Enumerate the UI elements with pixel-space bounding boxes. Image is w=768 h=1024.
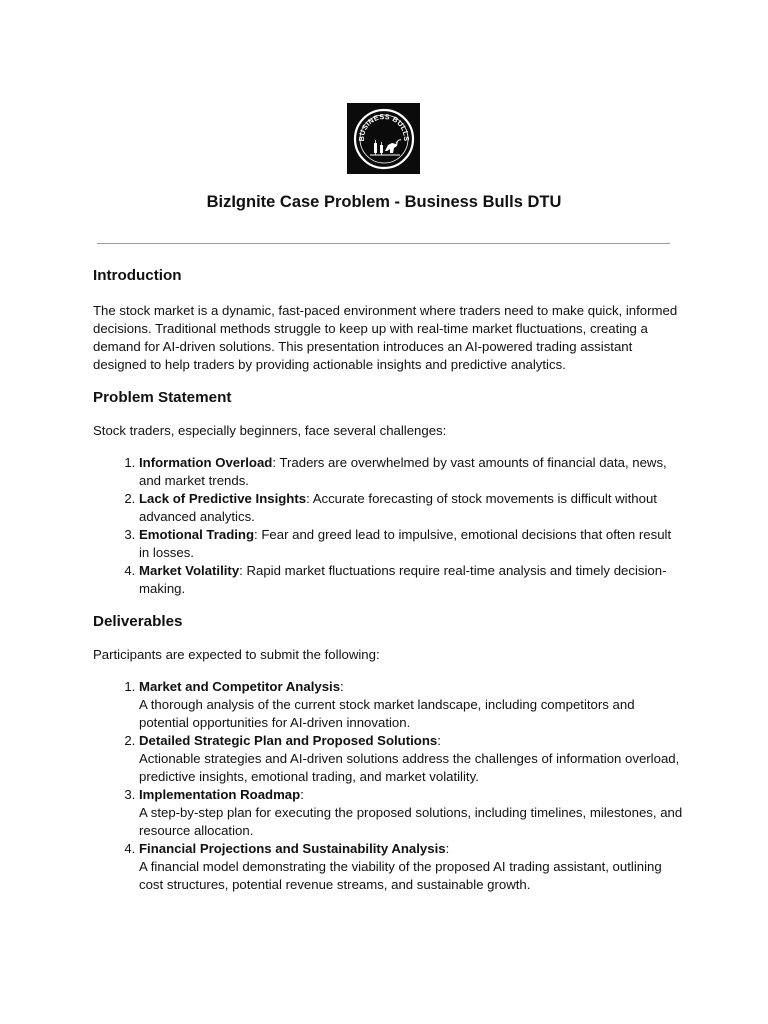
business-bulls-logo <box>347 103 420 174</box>
list-item-term: Financial Projections and Sustainability Analysis <box>139 841 446 856</box>
list-item <box>139 562 683 598</box>
list-item-text: : Rapid market fluctuations require real-time analysis and timely decision-making. <box>139 563 667 596</box>
list-item-colon: : <box>300 787 304 802</box>
list-item-colon: : <box>445 841 450 856</box>
document-title: BizIgnite Case Problem - Business Bulls DTU <box>206 193 562 211</box>
list-item <box>139 840 683 894</box>
list-item-term: Implementation Roadmap <box>139 787 301 802</box>
list-item-colon: : <box>340 679 344 694</box>
list-item-text: : Traders are overwhelmed by vast amounts of financial data, news, and market trends. <box>139 455 667 488</box>
list-item-text: A financial model demonstrating the viability of the proposed AI trading assistant, outlining cost structures, potential revenue streams, and sustainable growth. <box>139 859 662 892</box>
problem-intro: Stock traders, especially beginners, face several challenges: <box>93 423 447 438</box>
list-item <box>139 454 683 490</box>
deliverables-heading: Deliverables <box>93 613 183 630</box>
list-item-term: Lack of Predictive Insights <box>139 491 307 506</box>
list-item-colon: : <box>437 733 441 748</box>
bull-emblem-icon <box>352 107 416 171</box>
list-item-term: Market Volatility <box>139 563 240 578</box>
introduction-heading: Introduction <box>93 267 182 284</box>
introduction-paragraph: The stock market is a dynamic, fast-paced environment where traders need to make quick, informed decisions. Traditional methods struggle to keep up with real-time market fluctuations, creating a demand for AI-driven solutions. This presentation introduces an AI-powered trading assistant designed to help traders by providing actionable insights and predictive analytics. <box>93 303 678 372</box>
list-item-text: Actionable strategies and AI-driven solutions address the challenges of information overload, predictive insights, emotional trading, and market volatility. <box>139 751 680 784</box>
list-item <box>139 732 683 786</box>
list-item <box>139 678 683 732</box>
deliverables-intro: Participants are expected to submit the following: <box>93 647 380 662</box>
logo-text: BUSINESS BULLS <box>356 111 411 141</box>
deliverables-list <box>93 678 683 894</box>
list-item-text: A step-by-step plan for executing the proposed solutions, including timelines, milestones, and resource allocation. <box>139 805 683 838</box>
list-item-term: Detailed Strategic Plan and Proposed Solutions <box>139 733 438 748</box>
horizontal-divider <box>97 243 670 244</box>
list-item-term: Information Overload <box>139 455 273 470</box>
list-item <box>139 526 683 562</box>
list-item-term: Emotional Trading <box>139 527 255 542</box>
list-item-text: : Fear and greed lead to impulsive, emotional decisions that often result in losses. <box>139 527 672 560</box>
problem-statement-heading: Problem Statement <box>93 389 232 406</box>
list-item <box>139 786 683 840</box>
list-item-text: : Accurate forecasting of stock movements is difficult without advanced analytics. <box>139 491 657 524</box>
list-item <box>139 490 683 526</box>
document-body <box>93 266 683 894</box>
list-item-term: Market and Competitor Analysis <box>139 679 341 694</box>
problem-list <box>93 454 683 598</box>
list-item-text: A thorough analysis of the current stock market landscape, including competitors and potential opportunities for AI-driven innovation. <box>139 697 635 730</box>
